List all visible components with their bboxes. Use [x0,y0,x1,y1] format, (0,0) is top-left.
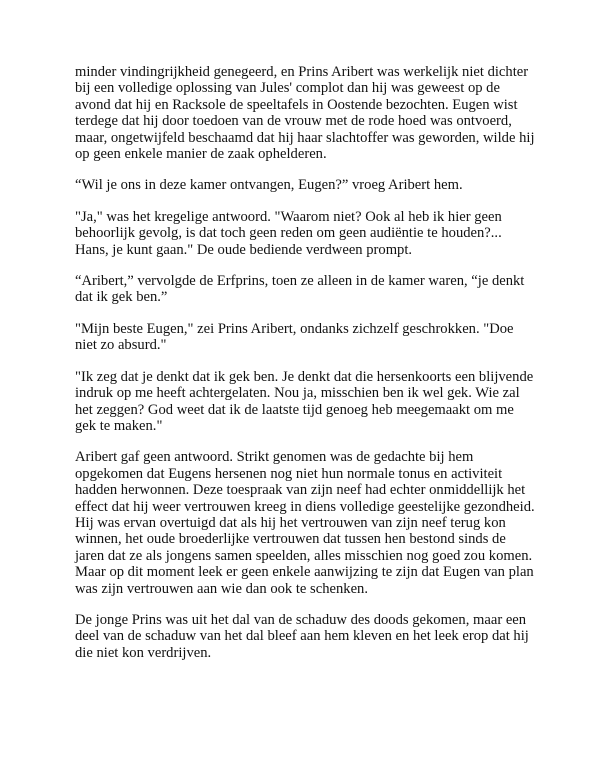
paragraph-7: Aribert gaf geen antwoord. Strikt genomen was de gedachte bij hem opgekomen dat Eugens hersenen nog niet hun normale tonus en activiteit hadden herwonnen. Deze toespraak van zijn neef had echter onmiddellijk het effect dat hij weer vertrouwen kreeg in diens volledige geestelijke gezondheid. Hij was ervan overtuigd dat als hij het vertrouwen van zijn neef terug kon winnen, het oude broederlijke vertrouwen dat tussen hen bestond sinds de jaren dat ze als jongens samen speelden, alles misschien nog goed zou komen. Maar op dit moment leek er geen enkele aanwijzing te zijn dat Eugen van plan was zijn vertrouwen aan wie dan ook te schenken. [75,449,535,597]
paragraph-1: minder vindingrijkheid genegeerd, en Prins Aribert was werkelijk niet dichter bij een volledige oplossing van Jules' complot dan hij was geweest op de avond dat hij en Racksole de speeltafels in Oostende bezochten. Eugen wist terdege dat hij door toedoen van de vrouw met de rode hoed was ontvoerd, maar, ongetwijfeld beschaamd dat hij haar slachtoffer was geworden, wilde hij op geen enkele manier de zaak ophelderen. [75,64,535,163]
paragraph-2: “Wil je ons in deze kamer ontvangen, Eugen?” vroeg Aribert hem. [75,177,463,194]
paragraph-3: "Ja," was het kregelige antwoord. "Waarom niet? Ook al heb ik hier geen behoorlijk gevolg, is dat toch geen reden om geen audiëntie te houden?... Hans, je kunt gaan." De oude bediende verdween prompt. [75,208,502,258]
paragraph-8: De jonge Prins was uit het dal van de schaduw des doods gekomen, maar een deel van de schaduw van het dal bleef aan hem kleven en het leek erop dat hij die niet kon verdrijven. [75,611,529,661]
paragraph-6: "Ik zeg dat je denkt dat ik gek ben. Je denkt dat die hersenkoorts een blijvende indruk op me heeft achtergelaten. Nou ja, misschien ben ik wel gek. Wie zal het zeggen? God weet dat ik de laatste tijd genoeg heb meegemaakt om me gek te maken." [75,368,534,434]
paragraph-4: “Aribert,” vervolgde de Erfprins, toen ze alleen in de kamer waren, “je denkt dat ik gek ben.” [75,273,525,306]
document-page [75,64,535,676]
paragraph-5: "Mijn beste Eugen," zei Prins Aribert, ondanks zichzelf geschrokken. "Doe niet zo absurd." [75,320,514,354]
